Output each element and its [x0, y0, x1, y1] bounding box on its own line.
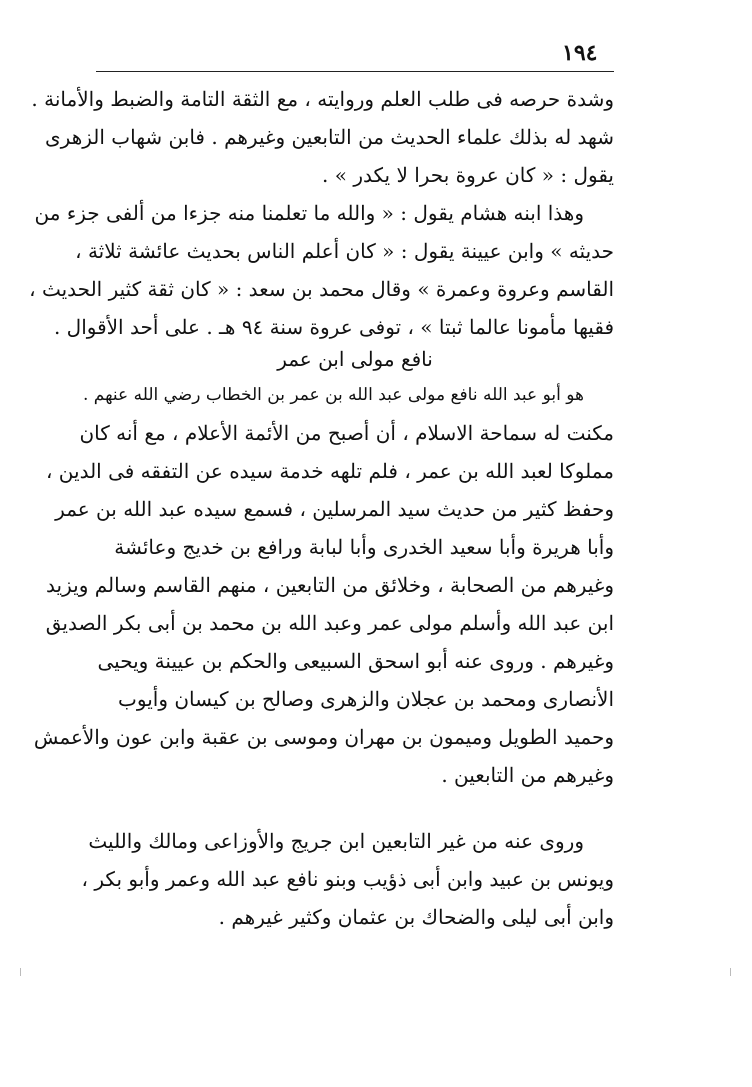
text-block-3 — [81, 822, 614, 936]
text-line: وابن أبى ليلى والضحاك بن عثمان وكثير غيرهم . — [218, 905, 614, 929]
text-line: مملوكا لعبد الله بن عمر ، فلم تلهه خدمة سيده عن التفقه فى الدين ، — [45, 459, 614, 483]
text-line: شهد له بذلك علماء الحديث من التابعين وغيرهم . فابن شهاب الزهرى — [45, 125, 614, 149]
text-line: ابن عبد الله وأسلم مولى عمر وعبد الله بن محمد بن أبى بكر الصديق — [45, 611, 614, 635]
scan-mark — [730, 968, 731, 976]
text-line: وغيرهم من التابعين . — [441, 763, 614, 787]
text-line: وغيرهم من الصحابة ، وخلائق من التابعين ، منهم القاسم وسالم ويزيد — [46, 573, 614, 597]
text-line: ويونس بن عبيد وابن أبى ذؤيب وبنو نافع عبد الله وعمر وأبو بكر ، — [81, 867, 614, 891]
text-line: مكنت له سماحة الاسلام ، أن أصبح من الأئمة الأعلام ، مع أنه كان — [79, 421, 614, 445]
scan-mark — [20, 968, 21, 976]
text-line: وشدة حرصه فى طلب العلم وروايته ، مع الثقة التامة والضبط والأمانة . — [31, 87, 614, 111]
text-line: الأنصارى ومحمد بن عجلان والزهرى وصالح بن كيسان وأيوب — [118, 687, 614, 711]
text-line: وحميد الطويل وميمون بن مهران وموسى بن عقبة وابن عون والأعمش — [33, 725, 614, 749]
text-line: هو أبو عبد الله نافع مولى عبد الله بن عمر بن الخطاب رضي الله عنهم . — [82, 385, 584, 405]
text-line: فقيها مأمونا عالما ثبتا » ، توفى عروة سنة ٩٤ هـ . على أحد الأقوال . — [53, 315, 614, 339]
text-block-1 — [29, 80, 614, 346]
text-line: وأبا هريرة وأبا سعيد الخدرى وأبا لبابة ورافع بن خديج وعائشة — [114, 535, 614, 559]
text-line: وحفظ كثير من حديث سيد المرسلين ، فسمع سيده عبد الله بن عمر — [55, 497, 614, 521]
text-line: وهذا ابنه هشام يقول : « والله ما تعلمنا منه جزءا من ألفى جزء من — [34, 201, 584, 225]
section-heading: نافع مولى ابن عمر — [277, 347, 433, 371]
header-rule — [96, 71, 614, 72]
page-number: ١٩٤ — [562, 40, 598, 66]
text-line: القاسم وعروة وعمرة » وقال محمد بن سعد : « كان ثقة كثير الحديث ، — [29, 277, 614, 301]
text-line: يقول : « كان عروة بحرا لا يكدر » . — [322, 163, 614, 187]
text-line: حديثه » وابن عيينة يقول : « كان أعلم الناس بحديث عائشة ثلاثة ، — [75, 239, 614, 263]
text-block-2 — [33, 376, 614, 794]
text-line: وروى عنه من غير التابعين ابن جريج والأوزاعى ومالك والليث — [88, 829, 584, 853]
text-line: وغيرهم . وروى عنه أبو اسحق السبيعى والحكم بن عيينة ويحيى — [97, 649, 614, 673]
